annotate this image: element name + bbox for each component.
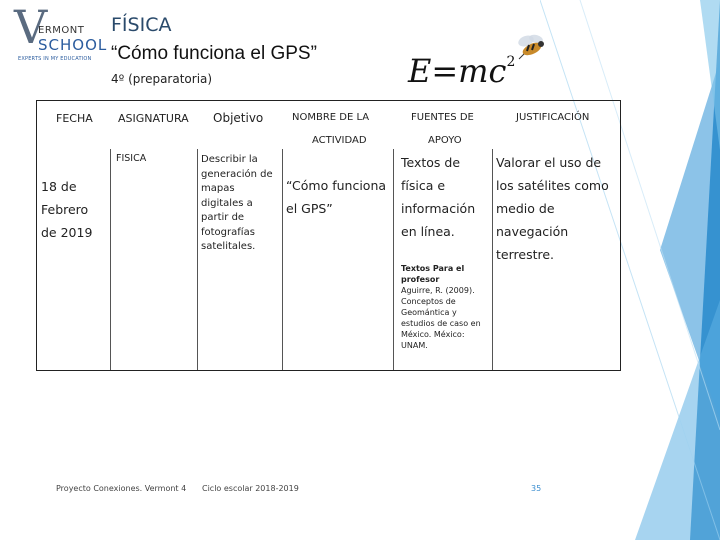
bee-icon <box>512 32 552 62</box>
cell-actividad <box>286 174 386 220</box>
header-fecha: FECHA <box>56 112 93 125</box>
header-fuentes-line1: FUENTES DE <box>411 112 474 123</box>
objetivo-line: partir de <box>201 212 245 223</box>
justificacion-line: terrestre. <box>496 247 555 262</box>
justificacion-line: navegación <box>496 224 569 239</box>
cell-objetivo <box>201 153 273 255</box>
fuentes-prof-line: UNAM. <box>401 341 428 350</box>
footer-school-year: Ciclo escolar 2018-2019 <box>202 484 299 493</box>
objetivo-line: digitales a <box>201 197 253 209</box>
logo-school-text: SCHOOL <box>38 36 108 54</box>
formula-exponent: 2 <box>506 54 516 71</box>
page-subtitle: “Cómo funciona el GPS” <box>111 43 317 64</box>
header-objetivo: Objetivo <box>213 111 264 125</box>
fuentes-line: Textos de <box>401 155 461 170</box>
page-number: 35 <box>531 484 542 493</box>
cell-asignatura: FISICA <box>116 153 147 164</box>
objetivo-line: Describir la <box>201 154 258 165</box>
cell-fuentes <box>401 151 475 243</box>
lesson-plan-table <box>36 100 621 371</box>
fuentes-prof-line: Geomántica y <box>401 308 457 317</box>
fecha-line: 18 de <box>41 179 77 194</box>
justificacion-line: Valorar el uso de <box>496 155 602 170</box>
actividad-line: el GPS” <box>286 201 333 216</box>
justificacion-line: medio de <box>496 201 555 216</box>
objetivo-line: satelitales. <box>201 241 256 252</box>
fuentes-prof-label: Textos Para el profesor <box>401 264 465 284</box>
col-divider-1 <box>110 149 111 370</box>
fecha-line: de 2019 <box>41 225 93 240</box>
header-fuentes-line2: APOYO <box>428 135 462 146</box>
fuentes-line: física e <box>401 178 446 193</box>
header-nombre-line1: NOMBRE DE LA <box>292 112 370 123</box>
col-divider-3 <box>282 149 283 370</box>
fuentes-prof-line: Conceptos de <box>401 297 456 306</box>
header-nombre-line2: ACTIVIDAD <box>312 135 367 146</box>
vermont-school-logo <box>14 0 108 64</box>
logo-v-mark: V <box>14 0 48 54</box>
justificacion-line: los satélites como <box>496 178 609 193</box>
col-divider-2 <box>197 149 198 370</box>
fuentes-line: en línea. <box>401 224 455 239</box>
cell-fecha <box>41 175 92 244</box>
fuentes-prof-line: México. México: <box>401 330 465 339</box>
header-justificacion: JUSTIFICACIÓN <box>516 112 590 123</box>
actividad-line: “Cómo funciona <box>286 178 387 193</box>
footer-project: Proyecto Conexiones. Vermont 4 <box>56 484 187 493</box>
cell-justificacion <box>496 151 609 266</box>
objetivo-line: generación de <box>201 168 273 180</box>
fuentes-prof-line: Aguirre, R. (2009). <box>401 286 475 295</box>
cell-fuentes-profesor <box>401 263 493 351</box>
grade-label: 4º (preparatoria) <box>111 72 213 86</box>
formula-base: E=mc <box>408 52 507 90</box>
logo-vermont-text: ERMONT <box>38 25 85 36</box>
objetivo-line: mapas <box>201 183 235 194</box>
logo-tagline: EXPERTS IN MY EDUCATION <box>18 56 92 62</box>
fuentes-prof-line: estudios de caso en <box>401 319 481 328</box>
fuentes-line: información <box>401 201 476 216</box>
header-asignatura: ASIGNATURA <box>118 112 189 125</box>
formula-emc2 <box>408 52 515 90</box>
objetivo-line: fotografías <box>201 226 255 238</box>
page-title: FÍSICA <box>111 14 172 36</box>
col-divider-4 <box>393 149 394 370</box>
fecha-line: Febrero <box>41 202 89 217</box>
